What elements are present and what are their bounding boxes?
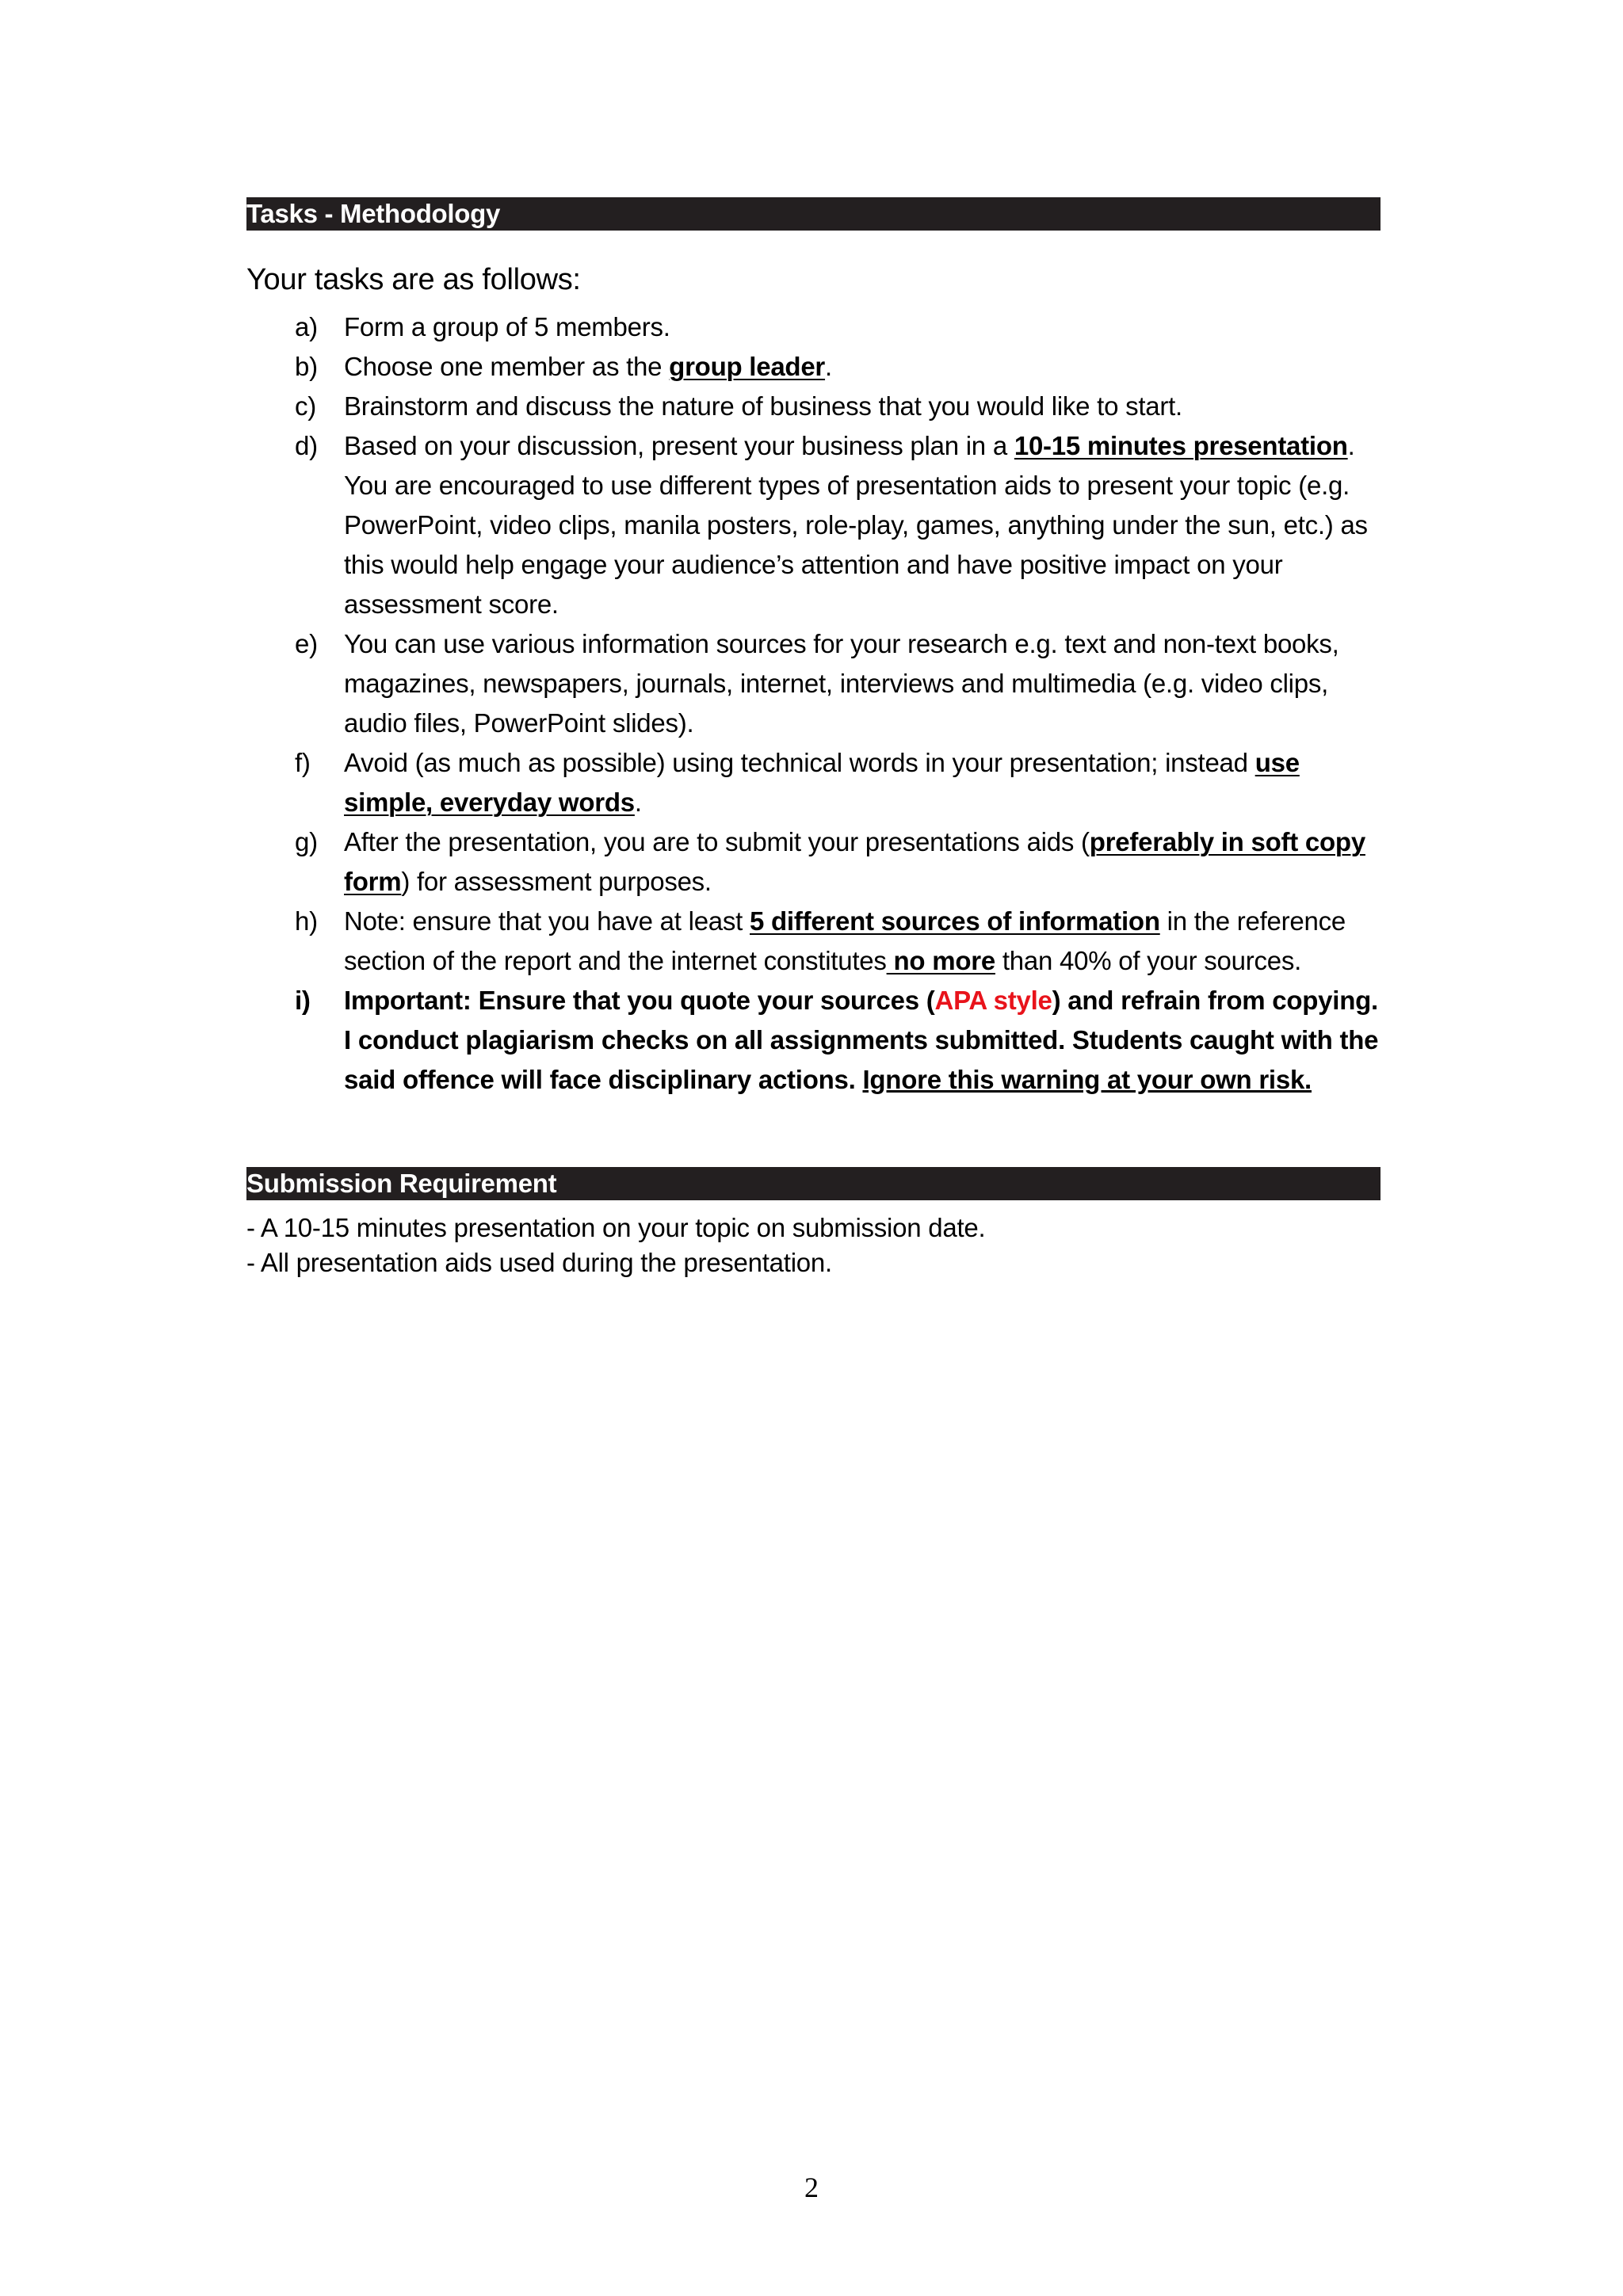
emphasis-text: use simple, everyday words bbox=[344, 748, 1300, 817]
task-text: Choose one member as the bbox=[344, 352, 670, 381]
emphasis-text: no more bbox=[886, 946, 995, 975]
intro-text: Your tasks are as follows: bbox=[246, 263, 581, 296]
task-text: . You are encouraged to use different types of presentation aids to present your topic (e.g. PowerPoint, video clips, manila posters, role-play, games, anything under the sun, etc.) as this would help engage your audience’s attention and have positive impact on your assessment score. bbox=[344, 431, 1368, 619]
task-item-c bbox=[295, 387, 1381, 426]
submission-line: - A 10-15 minutes presentation on your topic on submission date. bbox=[246, 1213, 986, 1242]
section-heading-submission: Submission Requirement bbox=[246, 1167, 1381, 1200]
task-letter: e) bbox=[295, 629, 318, 658]
task-letter: b) bbox=[295, 352, 318, 381]
task-text: ) and refrain from copying. I conduct plagiarism checks on all assignments submitted. Students caught with the said offence will face disciplinary actions. bbox=[344, 986, 1379, 1094]
task-item-h bbox=[295, 902, 1381, 981]
task-item-f bbox=[295, 743, 1381, 822]
task-letter: c) bbox=[295, 391, 316, 421]
task-item-d bbox=[295, 426, 1381, 624]
task-letter: d) bbox=[295, 431, 318, 460]
task-text: You can use various information sources for your research e.g. text and non-text books, magazines, newspapers, journals, internet, interviews and multimedia (e.g. video clips, audio files, PowerPoint slides). bbox=[344, 629, 1339, 738]
task-letter: f) bbox=[295, 748, 311, 777]
task-item-e bbox=[295, 624, 1381, 743]
section-heading-tasks: Tasks - Methodology bbox=[246, 197, 1381, 231]
task-letter: h) bbox=[295, 906, 318, 936]
task-item-a bbox=[295, 307, 1381, 347]
task-text: Brainstorm and discuss the nature of business that you would like to start. bbox=[344, 391, 1182, 421]
task-text: After the presentation, you are to submit your presentations aids ( bbox=[344, 827, 1090, 856]
task-text: . bbox=[825, 352, 832, 381]
emphasis-text: preferably in soft copy form bbox=[344, 827, 1365, 896]
task-text: Form a group of 5 members. bbox=[344, 312, 670, 341]
task-item-b bbox=[295, 347, 1381, 387]
emphasis-text: 5 different sources of information bbox=[750, 906, 1160, 936]
red-highlight-text: APA style bbox=[934, 986, 1052, 1015]
task-text: ) for assessment purposes. bbox=[401, 867, 712, 896]
task-letter: a) bbox=[295, 312, 318, 341]
task-item-g bbox=[295, 822, 1381, 902]
submission-list bbox=[246, 1211, 985, 1280]
task-list bbox=[295, 307, 1381, 1100]
task-item-i bbox=[295, 981, 1381, 1100]
task-text: Based on your discussion, present your business plan in a bbox=[344, 431, 1014, 460]
emphasis-text: 10-15 minutes presentation bbox=[1014, 431, 1348, 460]
task-text: in the reference section of the report and the internet constitutes bbox=[344, 906, 1346, 975]
task-letter: i) bbox=[295, 986, 311, 1015]
task-text: . bbox=[634, 788, 642, 817]
page-number: 2 bbox=[804, 2172, 819, 2203]
submission-line: - All presentation aids used during the presentation. bbox=[246, 1248, 832, 1277]
task-text: Avoid (as much as possible) using technical words in your presentation; instead bbox=[344, 748, 1255, 777]
emphasis-text: Ignore this warning at your own risk. bbox=[862, 1065, 1312, 1094]
emphasis-text: group leader bbox=[669, 352, 826, 381]
task-text: than 40% of your sources. bbox=[995, 946, 1302, 975]
task-letter: g) bbox=[295, 827, 318, 856]
task-text: Important: Ensure that you quote your sources ( bbox=[344, 986, 935, 1015]
task-text: Note: ensure that you have at least bbox=[344, 906, 750, 936]
